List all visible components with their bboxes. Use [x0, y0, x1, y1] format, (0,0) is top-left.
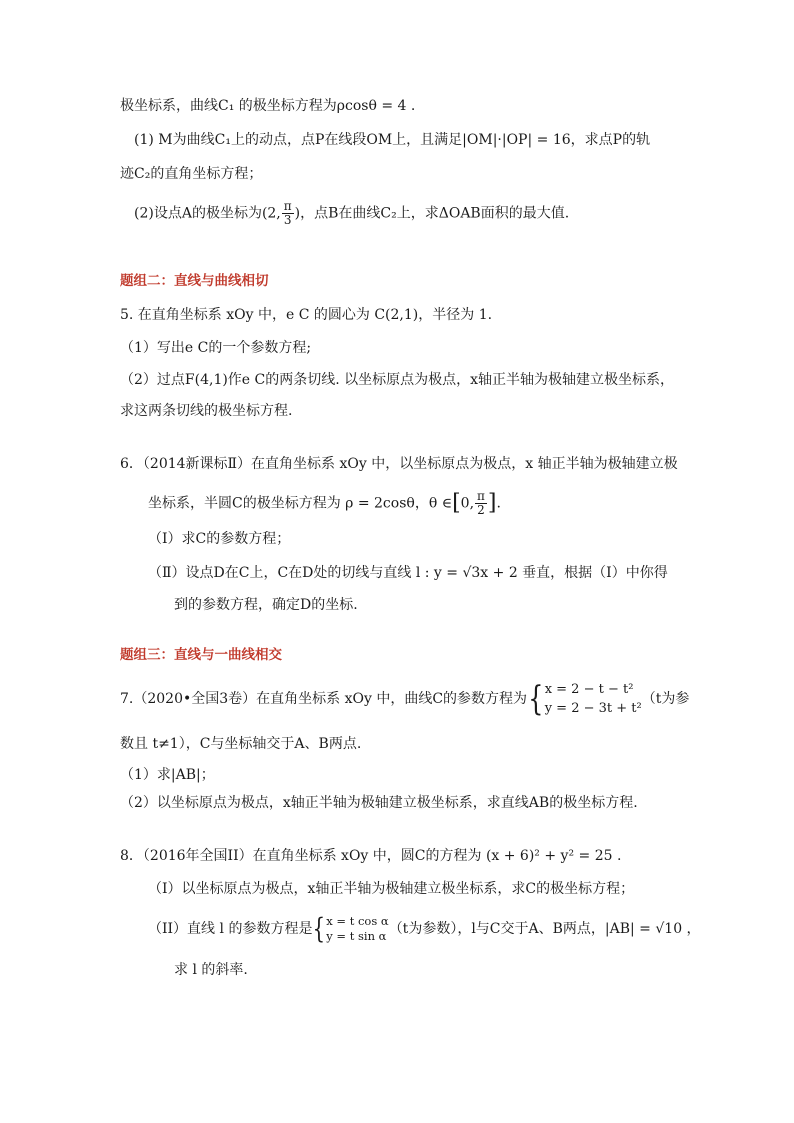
text-line — [148, 912, 701, 946]
text-line: 8．（2016年全国II）在直角坐标系 xOy 中，圆C的方程为 (x + 6)² + y² = 25 . — [120, 848, 622, 864]
text-line: （1）写出e C的一个参数方程; — [120, 340, 312, 356]
right-bracket: ] — [487, 490, 497, 516]
text-line: 极坐标系，曲线C₁ 的极坐标方程为ρcosθ = 4 . — [120, 98, 416, 114]
text-line: （2）过点F(4,1)作e C的两条切线. 以坐标原点为极点，x轴正半轴为极轴建立极坐标系， — [120, 372, 675, 388]
fraction-numerator: π — [477, 489, 485, 503]
text-line: 求这两条切线的极坐标方程. — [120, 403, 293, 419]
section-heading: 题组三：直线与一曲线相交 — [120, 647, 282, 663]
equation-system — [545, 680, 642, 718]
text-line: （Ⅰ）求C的参数方程； — [148, 531, 291, 547]
text-segment: . — [496, 495, 501, 512]
left-bracket: [ — [452, 490, 461, 516]
text-line: 5. 在直角坐标系 xOy 中，e C 的圆心为 C(2,1)，半径为 1. — [120, 307, 493, 323]
fraction — [475, 490, 487, 517]
text-segment: 坐标系，半圆C的极坐标方程为 ρ = 2cosθ，θ ∈ — [148, 495, 453, 512]
fraction-numerator: π — [283, 199, 292, 213]
system-row: y = 2 − 3t + t² — [544, 701, 642, 716]
system-row: y = t sin α — [326, 929, 387, 943]
equation-system — [326, 914, 388, 944]
text-segment: )，点B在曲线C₂上，求ΔOAB面积的最大值. — [294, 205, 570, 222]
text-line: （Ⅱ）设点D在C上，C在D处的切线与直线 l : y = √3x + 2 垂直，根据（Ⅰ）中你得 — [148, 565, 668, 581]
fraction-denominator: 3 — [283, 213, 292, 227]
interval-start: 0, — [460, 495, 475, 512]
text-line: 6．（2014新课标Ⅱ）在直角坐标系 xOy 中，以坐标原点为极点，x 轴正半轴为极轴建立极 — [120, 456, 678, 472]
text-line: （1）求|AB|； — [120, 767, 215, 783]
text-line — [134, 200, 569, 227]
text-line: (1) M为曲线C₁上的动点，点P在线段OM上，且满足|OM|·|OP| = 16，求点P的轨 — [134, 132, 651, 148]
text-segment: （II）直线 l 的参数方程是 — [148, 921, 313, 937]
system-row: x = 2 − t − t² — [544, 682, 634, 697]
section-heading: 题组二：直线与曲线相切 — [120, 273, 269, 289]
left-brace: { — [313, 912, 326, 945]
text-line — [148, 490, 501, 517]
text-line: 数且 t≠1），C与坐标轴交于A、B两点. — [120, 736, 362, 752]
text-line: 迹C₂的直角坐标方程； — [120, 166, 263, 182]
text-line: 到的参数方程，确定D的坐标. — [174, 597, 358, 613]
text-line: （I）以坐标原点为极点，x轴正半轴为极轴建立极坐标系，求C的极坐标方程； — [148, 881, 635, 897]
text-line: 求 l 的斜率. — [174, 962, 248, 978]
fraction — [282, 200, 294, 227]
text-line — [120, 680, 689, 718]
fraction-denominator: 2 — [477, 503, 485, 517]
left-brace: { — [528, 679, 544, 719]
text-segment: (2)设点A的极坐标为(2, — [134, 205, 281, 222]
system-row: x = t cos α — [326, 914, 389, 928]
text-line: （2）以坐标原点为极点，x轴正半轴为极轴建立极坐标系，求直线AB的极坐标方程. — [120, 795, 638, 811]
text-segment: 7.（2020•全国3卷）在直角坐标系 xOy 中，曲线C的参数方程为 — [120, 691, 528, 707]
text-segment: （t为参数），l与C交于A、B两点，|AB| = √10 ， — [388, 921, 701, 937]
text-segment: （t为参 — [641, 691, 690, 707]
